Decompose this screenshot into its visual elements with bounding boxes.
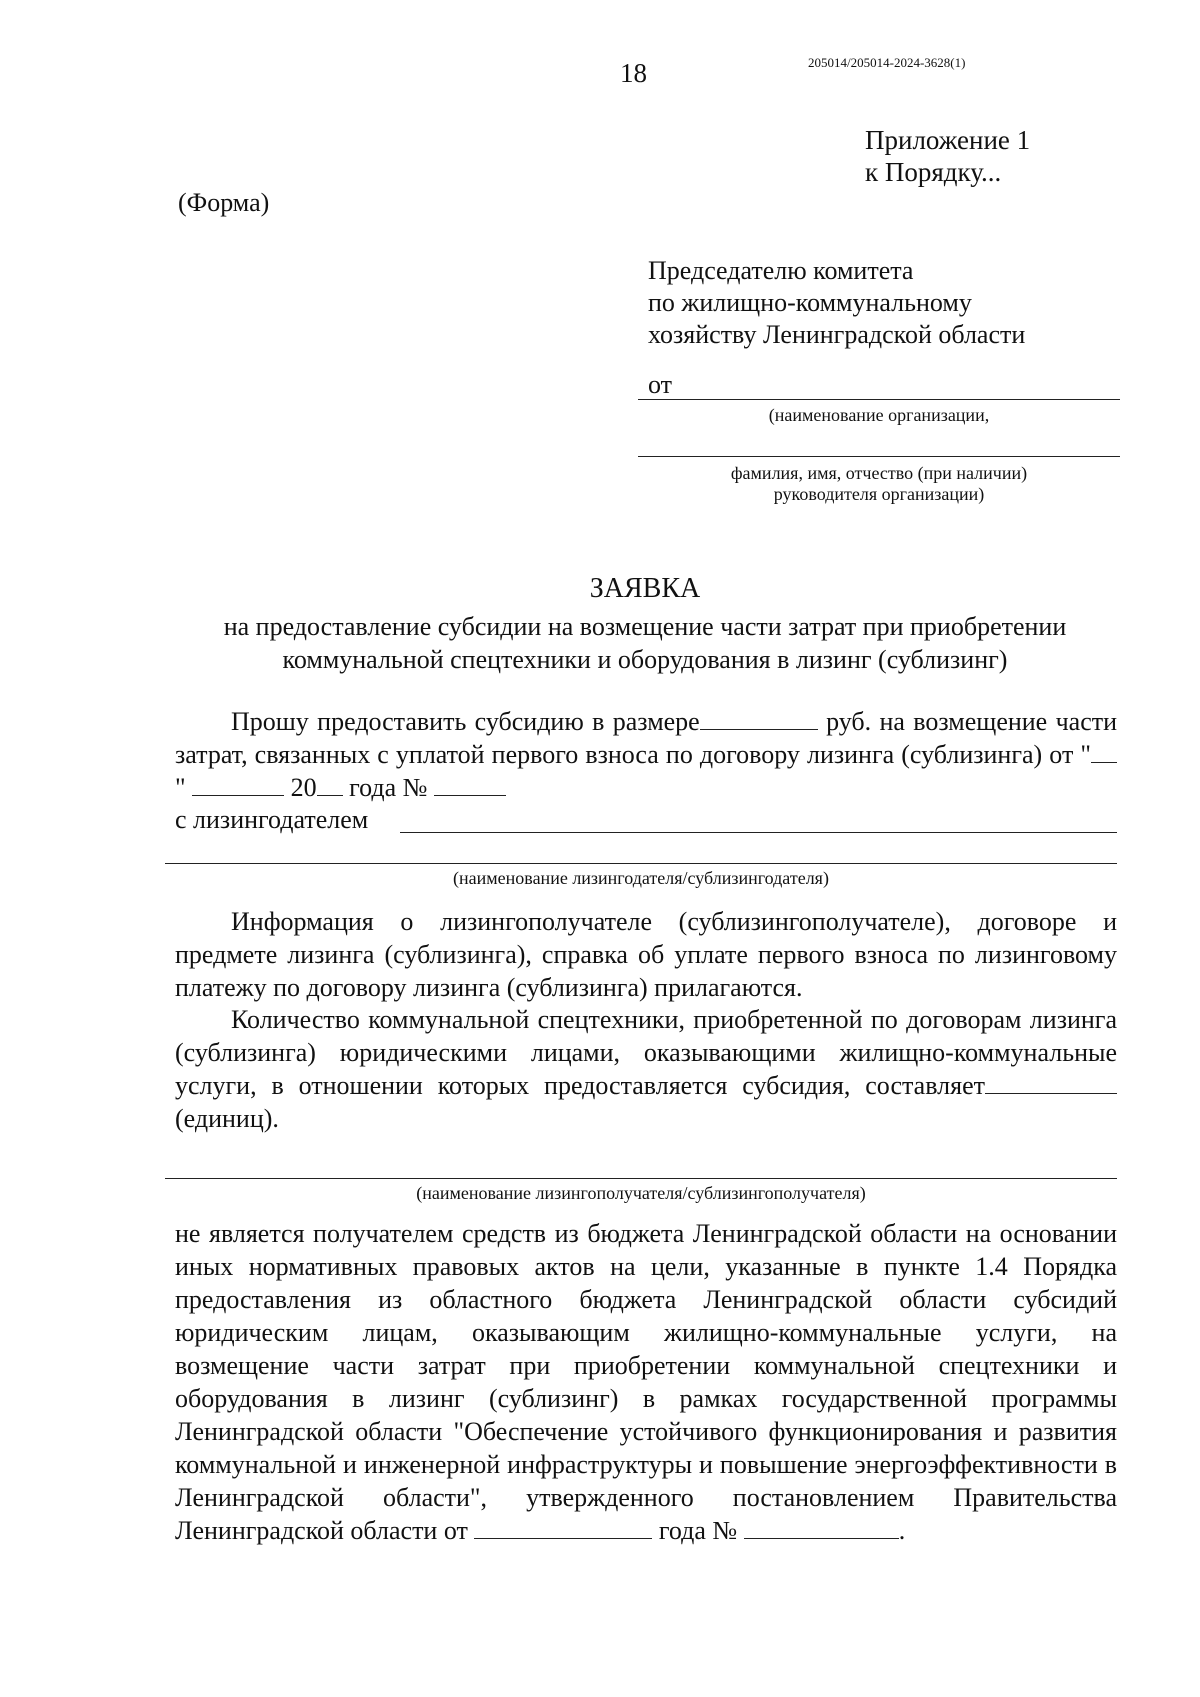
request-text-3: " [175,773,186,802]
subtitle-line-1: на предоставление субсидии на возмещение части затрат при приобретении [223,612,1067,641]
addressee-line-3: хозяйству Ленинградской области [648,320,1026,349]
info-paragraph: Информация о лизингополучателе (сублизингополучателе), договоре и предмете лизинга (сублизинга), справка об уплате первого взноса по лизинговому платежу по договору лизинга (сублизинга) прилагаются. [175,907,1117,1002]
lessor-hint: (наименование лизингодателя/сублизингодателя) [453,868,829,888]
contract-day-blank [1091,740,1117,763]
resolution-number-blank [744,1516,899,1539]
document-code: 205014/205014-2024-3628(1) [808,55,966,70]
lessor-label: с лизингодателем [175,805,369,834]
request-text-1: Прошу предоставить субсидию в размере [231,707,700,736]
organization-hint: (наименование организации, [768,405,990,425]
appendix-line-2: к Порядку... [865,157,1002,187]
lessee-hint: (наименование лизингополучателя/сублизингополучателя) [416,1183,866,1203]
contract-month-blank [192,773,284,796]
declaration-text: не является получателем средств из бюджета Ленинградской области на основании иных нормативных правовых актов на цели, указанные в пункте 1.4 Порядка предоставления из областного бюджета Ленинградской области субсидий юридическим лицам, оказывающим жилищно-коммунальные услуги, на возмещение части затрат при приобретении коммунальной спецтехники и оборудования в лизинг (сублизинг) в рамках государственной программы Ленинградской области "Обеспечение устойчивого функционирования и развития коммунальной и инженерной инфраструктуры и повышение энергоэффективности в Ленинградской области", утвержденного постановлением Правительства Ленинградской области от [175,1219,1117,1545]
addressee-line-1: Председателю комитета [648,256,914,285]
quantity-paragraph [175,1003,1117,1135]
declaration-paragraph [175,1217,1117,1547]
contract-number-blank [434,773,506,796]
director-hint [638,463,1120,505]
quantity-units: (единиц). [175,1104,279,1133]
document-subtitle [175,610,1115,676]
director-hint-line-2: руководителя организации) [773,484,985,504]
quantity-text: Количество коммунальной спецтехники, приобретенной по договорам лизинга (сублизинга) юридическими лицами, оказывающими жилищно-коммунальные услуги, в отношении которых предоставляется субсидия, составляет [175,1005,1117,1100]
request-text-4: 20 [290,773,317,802]
addressee-block [648,255,1025,351]
quantity-blank [985,1071,1117,1094]
lessee-line [165,1178,1117,1179]
director-name-line [638,456,1120,457]
declaration-end: . [898,1516,906,1545]
from-label: от [648,370,673,399]
lessor-line-2 [165,863,1117,864]
form-label: (Форма) [178,188,270,217]
director-hint-line-1: фамилия, имя, отчество (при наличии) [730,463,1028,483]
appendix-reference [865,124,1030,188]
request-text-2: руб. на возмещение части затрат, связанных с уплатой первого взноса по договору лизинга (сублизинга) от " [175,707,1118,769]
lessor-line-1 [400,832,1117,833]
appendix-line-1: Приложение 1 [865,125,1031,155]
request-text-5: года № [349,773,428,802]
resolution-year-label: года № [658,1516,738,1545]
request-paragraph [175,705,1117,804]
document-title: ЗАЯВКА [589,573,701,604]
contract-year-blank [317,773,343,796]
subtitle-line-2: коммунальной спецтехники и оборудования в лизинг (сублизинг) [282,645,1008,674]
organization-line [638,399,1120,400]
subsidy-amount-blank [700,707,818,730]
page-number: 18 [620,58,647,88]
addressee-line-2: по жилищно-коммунальному [648,288,972,317]
resolution-date-blank [474,1516,652,1539]
